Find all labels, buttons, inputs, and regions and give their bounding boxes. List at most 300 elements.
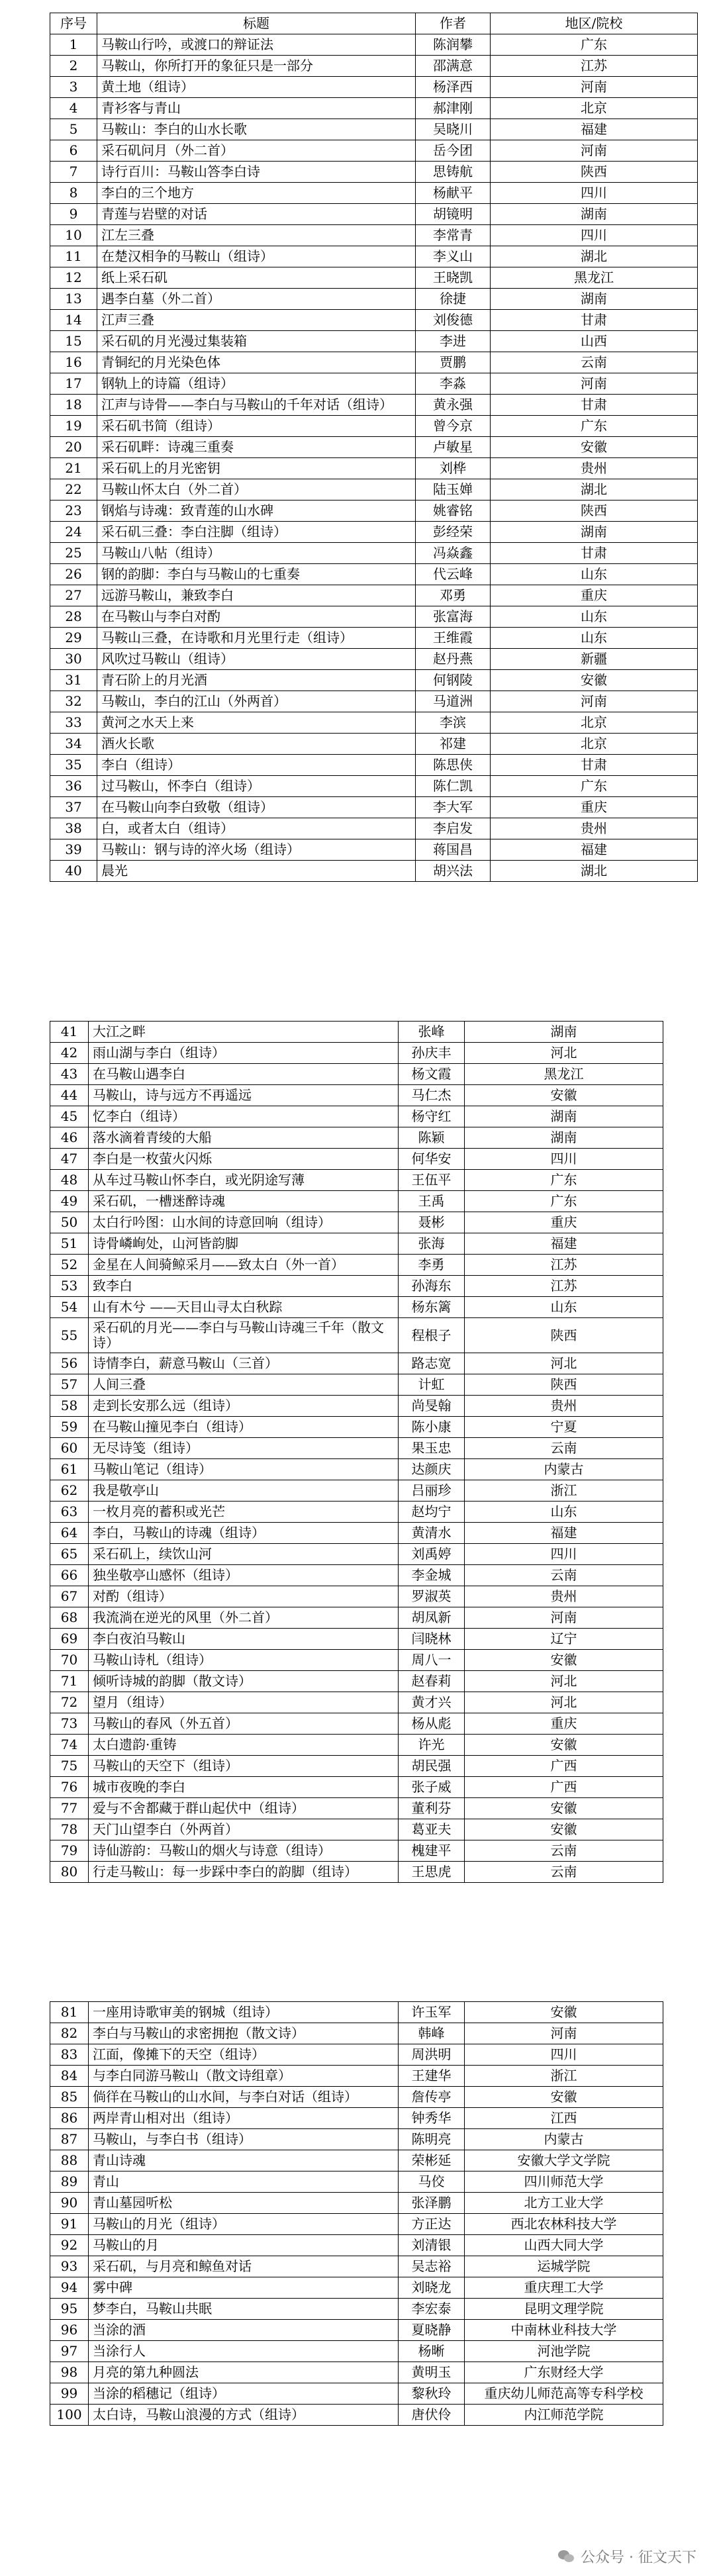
entry-author: 张海: [399, 1233, 465, 1255]
table-row: [50, 1692, 663, 1713]
entry-region: 西北农林科技大学: [465, 2214, 663, 2235]
entry-title: 马鞍山，与李白书（组诗）: [89, 2129, 399, 2150]
entry-region: 陕西: [491, 501, 698, 522]
entry-title: 黄河之水天上来: [97, 712, 416, 734]
entry-title: 马鞍山行吟，或渡口的辩证法: [97, 34, 416, 56]
row-number: 28: [50, 606, 97, 628]
entry-author: 胡凤新: [399, 1607, 465, 1629]
entry-author: 董利芬: [399, 1798, 465, 1819]
entry-region: 河南: [491, 77, 698, 98]
entry-author: 刘禹婷: [399, 1544, 465, 1565]
entry-author: 胡兴法: [416, 861, 491, 882]
entry-title: 走到长安那么远（组诗）: [89, 1396, 399, 1417]
entry-region: 内江师范学院: [465, 2405, 663, 2426]
entry-title: 采石矶，一槽迷醉诗魂: [89, 1191, 399, 1212]
entry-title: 马鞍山怀太白（外二首）: [97, 479, 416, 501]
row-number: 3: [50, 77, 97, 98]
entry-region: 江苏: [465, 1255, 663, 1276]
entry-author: 刘晓龙: [399, 2277, 465, 2299]
entry-author: 胡民强: [399, 1756, 465, 1777]
table-row: [50, 331, 698, 352]
entry-region: 北方工业大学: [465, 2193, 663, 2214]
table-row: [50, 1798, 663, 1819]
row-number: 20: [50, 437, 97, 458]
entry-title: 采石矶的月光漫过集装箱: [97, 331, 416, 352]
entry-title: 天门山望李白（外两首）: [89, 1819, 399, 1840]
table-row: [50, 1671, 663, 1692]
table-row: [50, 2235, 663, 2256]
entry-author: 杨东篱: [399, 1297, 465, 1318]
entry-title: 远游马鞍山，兼致李白: [97, 585, 416, 606]
entry-region: 安徽: [465, 1650, 663, 1671]
entry-author: 路志宽: [399, 1353, 465, 1374]
entry-region: 山东: [491, 606, 698, 628]
table-row: [50, 1276, 663, 1297]
table-row: [50, 1022, 663, 1043]
entry-author: 贾鹏: [416, 352, 491, 373]
results-table-1: [50, 13, 698, 882]
table-row: [50, 2044, 663, 2066]
entry-author: 孙庆丰: [399, 1043, 465, 1064]
entry-region: 河北: [465, 1692, 663, 1713]
table-row: [50, 755, 698, 776]
table-row: [50, 2362, 663, 2383]
row-number: 74: [50, 1735, 89, 1756]
entry-title: 诗仙游韵：马鞍山的烟火与诗意（组诗）: [89, 1840, 399, 1862]
entry-title: 诗行百川：马鞍山答李白诗: [97, 162, 416, 183]
table-row: [50, 1840, 663, 1862]
table-row: [50, 1819, 663, 1840]
entry-title: 江声三叠: [97, 310, 416, 331]
row-number: 75: [50, 1756, 89, 1777]
table-row: [50, 1629, 663, 1650]
entry-title: 江声与诗骨——李白与马鞍山的千年对话（组诗）: [97, 395, 416, 416]
wechat-icon: [558, 2550, 575, 2563]
entry-title: 青铜纪的月光染色体: [97, 352, 416, 373]
entry-title: 白，或者太白（组诗）: [97, 818, 416, 839]
row-number: 86: [50, 2108, 89, 2129]
row-number: 97: [50, 2341, 89, 2362]
row-number: 14: [50, 310, 97, 331]
row-number: 49: [50, 1191, 89, 1212]
entry-title: 诗情李白，薪意马鞍山（三首）: [89, 1353, 399, 1374]
entry-title: 李白的三个地方: [97, 183, 416, 204]
entry-title: 对酌（组诗）: [89, 1586, 399, 1607]
table-row: [50, 2214, 663, 2235]
table-row: [50, 1255, 663, 1276]
entry-region: 山东: [491, 564, 698, 585]
table-row: [50, 225, 698, 246]
row-number: 51: [50, 1233, 89, 1255]
entry-region: 重庆: [491, 585, 698, 606]
entry-title: 梦李白，马鞍山共眠: [89, 2299, 399, 2320]
row-number: 44: [50, 1085, 89, 1106]
row-number: 79: [50, 1840, 89, 1862]
table-row: [50, 1233, 663, 1255]
row-number: 59: [50, 1417, 89, 1438]
entry-region: 福建: [465, 1523, 663, 1544]
entry-title: 诗骨嶙峋处，山河皆韵脚: [89, 1233, 399, 1255]
entry-region: 安徽: [465, 1735, 663, 1756]
row-number: 91: [50, 2214, 89, 2235]
entry-region: 山东: [465, 1502, 663, 1523]
row-number: 4: [50, 98, 97, 119]
entry-region: 四川: [465, 1544, 663, 1565]
entry-region: 内蒙古: [465, 1459, 663, 1480]
entry-title: 采石矶的月光——李白与马鞍山诗魂三千年（散文诗）: [89, 1318, 399, 1353]
table-row: [50, 670, 698, 691]
row-number: 21: [50, 458, 97, 479]
header-row: [50, 13, 698, 34]
entry-region: 广东: [491, 776, 698, 797]
entry-author: 吴晓川: [416, 119, 491, 140]
entry-title: 马鞍山：李白的山水长歌: [97, 119, 416, 140]
table-row: [50, 1085, 663, 1106]
entry-title: 酒火长歌: [97, 734, 416, 755]
entry-title: 行走马鞍山：每一步踩中李白的韵脚（组诗）: [89, 1862, 399, 1883]
entry-region: 中南林业科技大学: [465, 2320, 663, 2341]
row-number: 42: [50, 1043, 89, 1064]
row-number: 50: [50, 1212, 89, 1233]
entry-region: 湖南: [465, 1022, 663, 1043]
table-row: [50, 1297, 663, 1318]
entry-title: 晨光: [97, 861, 416, 882]
row-number: 63: [50, 1502, 89, 1523]
row-number: 88: [50, 2150, 89, 2171]
entry-author: 杨晰: [399, 2341, 465, 2362]
entry-title: 遇李白墓（外二首）: [97, 289, 416, 310]
table-row: [50, 2002, 663, 2023]
entry-author: 葛亚夫: [399, 1819, 465, 1840]
entry-author: 卢敏星: [416, 437, 491, 458]
results-table-2: [50, 1021, 663, 1883]
row-number: 39: [50, 839, 97, 861]
entry-region: 云南: [465, 1862, 663, 1883]
table-row: [50, 776, 698, 797]
table-row: [50, 204, 698, 225]
table-row: [50, 1191, 663, 1212]
row-number: 32: [50, 691, 97, 712]
entry-title: 我流淌在逆光的风里（外二首）: [89, 1607, 399, 1629]
row-number: 58: [50, 1396, 89, 1417]
wechat-watermark: [558, 2546, 696, 2567]
row-number: 89: [50, 2171, 89, 2193]
entry-title: 太白遗韵·重铸: [89, 1735, 399, 1756]
entry-author: 赵丹燕: [416, 649, 491, 670]
entry-author: 许玉军: [399, 2002, 465, 2023]
entry-title: 过马鞍山，怀李白（组诗）: [97, 776, 416, 797]
table-row: [50, 1777, 663, 1798]
entry-region: 广东财经大学: [465, 2362, 663, 2383]
entry-title: 马鞍山，你所打开的象征只是一部分: [97, 56, 416, 77]
entry-region: 山西大同大学: [465, 2235, 663, 2256]
row-number: 55: [50, 1318, 89, 1353]
row-number: 30: [50, 649, 97, 670]
row-number: 48: [50, 1170, 89, 1191]
entry-author: 周八一: [399, 1650, 465, 1671]
entry-region: 新疆: [491, 649, 698, 670]
row-number: 76: [50, 1777, 89, 1798]
entry-author: 代云峰: [416, 564, 491, 585]
entry-author: 钟秀华: [399, 2108, 465, 2129]
entry-author: 黄才兴: [399, 1692, 465, 1713]
entry-author: 杨守红: [399, 1106, 465, 1127]
entry-author: 果玉忠: [399, 1438, 465, 1459]
row-number: 81: [50, 2002, 89, 2023]
entry-author: 陈仁凯: [416, 776, 491, 797]
table-row: [50, 2383, 663, 2405]
table-row: [50, 267, 698, 289]
entry-region: 广东: [465, 1170, 663, 1191]
table-row: [50, 34, 698, 56]
row-number: 90: [50, 2193, 89, 2214]
table-row: [50, 1756, 663, 1777]
row-number: 45: [50, 1106, 89, 1127]
entry-title: 我是敬亭山: [89, 1480, 399, 1502]
table-row: [50, 2087, 663, 2108]
entry-author: 邓勇: [416, 585, 491, 606]
entry-region: 湖北: [491, 861, 698, 882]
entry-title: 李白与马鞍山的求密拥抱（散文诗）: [89, 2023, 399, 2044]
row-number: 96: [50, 2320, 89, 2341]
table-row: [50, 543, 698, 564]
entry-author: 李进: [416, 331, 491, 352]
entry-author: 罗淑英: [399, 1586, 465, 1607]
entry-author: 思铸航: [416, 162, 491, 183]
column-header: 序号: [50, 13, 97, 34]
entry-title: 风吹过马鞍山（组诗）: [97, 649, 416, 670]
table-row: [50, 1149, 663, 1170]
entry-title: 青山: [89, 2171, 399, 2193]
row-number: 73: [50, 1713, 89, 1735]
table-row: [50, 1735, 663, 1756]
entry-author: 李常青: [416, 225, 491, 246]
table-row: [50, 2108, 663, 2129]
entry-title: 马鞍山的月光（组诗）: [89, 2214, 399, 2235]
row-number: 99: [50, 2383, 89, 2405]
entry-title: 倘徉在马鞍山的山水间，与李白对话（组诗）: [89, 2087, 399, 2108]
entry-author: 黄明玉: [399, 2362, 465, 2383]
entry-region: 福建: [491, 839, 698, 861]
row-number: 60: [50, 1438, 89, 1459]
table-row: [50, 691, 698, 712]
entry-author: 吕丽珍: [399, 1480, 465, 1502]
entry-region: 安徽: [465, 1798, 663, 1819]
row-number: 70: [50, 1650, 89, 1671]
row-number: 18: [50, 395, 97, 416]
entry-author: 何钢陵: [416, 670, 491, 691]
entry-author: 王晓凯: [416, 267, 491, 289]
entry-region: 安徽: [491, 437, 698, 458]
row-number: 13: [50, 289, 97, 310]
table-row: [50, 797, 698, 818]
row-number: 93: [50, 2256, 89, 2277]
table-row: [50, 861, 698, 882]
entry-title: 城市夜晚的李白: [89, 1777, 399, 1798]
table-row: [50, 2171, 663, 2193]
entry-region: 北京: [491, 734, 698, 755]
table-row: [50, 585, 698, 606]
entry-title: 江左三叠: [97, 225, 416, 246]
row-number: 38: [50, 818, 97, 839]
row-number: 5: [50, 119, 97, 140]
entry-region: 山西: [491, 331, 698, 352]
table-row: [50, 1544, 663, 1565]
entry-title: 一座用诗歌审美的钢城（组诗）: [89, 2002, 399, 2023]
entry-author: 徐捷: [416, 289, 491, 310]
table-row: [50, 1170, 663, 1191]
entry-author: 张富海: [416, 606, 491, 628]
entry-author: 祁建: [416, 734, 491, 755]
entry-region: 河池学院: [465, 2341, 663, 2362]
table-row: [50, 373, 698, 395]
entry-author: 吴志裕: [399, 2256, 465, 2277]
table-row: [50, 1586, 663, 1607]
entry-region: 河北: [465, 1043, 663, 1064]
table-row: [50, 119, 698, 140]
table-row: [50, 56, 698, 77]
entry-region: 四川: [465, 2044, 663, 2066]
row-number: 54: [50, 1297, 89, 1318]
row-number: 17: [50, 373, 97, 395]
entry-title: 李白是一枚萤火闪烁: [89, 1149, 399, 1170]
table-row: [50, 352, 698, 373]
entry-region: 贵州: [465, 1586, 663, 1607]
row-number: 26: [50, 564, 97, 585]
entry-region: 重庆: [465, 1713, 663, 1735]
table-row: [50, 1374, 663, 1396]
table-row: [50, 183, 698, 204]
entry-title: 致李白: [89, 1276, 399, 1297]
table-row: [50, 1502, 663, 1523]
entry-title: 马鞍山八帖（组诗）: [97, 543, 416, 564]
entry-author: 刘俊德: [416, 310, 491, 331]
entry-author: 张泽鹏: [399, 2193, 465, 2214]
entry-title: 从车过马鞍山怀李白，或光阴途写薄: [89, 1170, 399, 1191]
entry-author: 许光: [399, 1735, 465, 1756]
entry-author: 尚旻翰: [399, 1396, 465, 1417]
entry-title: 月亮的第九种圆法: [89, 2362, 399, 2383]
entry-author: 唐伏伶: [399, 2405, 465, 2426]
entry-region: 安徽: [465, 1819, 663, 1840]
row-number: 100: [50, 2405, 89, 2426]
row-number: 85: [50, 2087, 89, 2108]
entry-region: 安徽: [465, 2087, 663, 2108]
row-number: 98: [50, 2362, 89, 2383]
entry-title: 钢焰与诗魂：致青莲的山水碑: [97, 501, 416, 522]
row-number: 83: [50, 2044, 89, 2066]
entry-region: 四川: [491, 183, 698, 204]
table-row: [50, 289, 698, 310]
entry-author: 方正达: [399, 2214, 465, 2235]
table-row: [50, 2299, 663, 2320]
row-number: 2: [50, 56, 97, 77]
entry-region: 甘肃: [491, 395, 698, 416]
table-row: [50, 1064, 663, 1085]
row-number: 1: [50, 34, 97, 56]
entry-region: 广东: [465, 1191, 663, 1212]
row-number: 23: [50, 501, 97, 522]
entry-region: 陕西: [465, 1318, 663, 1353]
entry-author: 刘清银: [399, 2235, 465, 2256]
entry-title: 采石矶上的月光密钥: [97, 458, 416, 479]
entry-title: 马鞍山的天空下（组诗）: [89, 1756, 399, 1777]
entry-title: 与李白同游马鞍山（散文诗组章）: [89, 2066, 399, 2087]
entry-author: 计虹: [399, 1374, 465, 1396]
entry-region: 河南: [491, 691, 698, 712]
column-header: 标题: [97, 13, 416, 34]
entry-author: 马道洲: [416, 691, 491, 712]
row-number: 33: [50, 712, 97, 734]
entry-title: 采石矶三叠：李白注脚（组诗）: [97, 522, 416, 543]
entry-title: 当涂的稻穗记（组诗）: [89, 2383, 399, 2405]
row-number: 11: [50, 246, 97, 267]
table-row: [50, 416, 698, 437]
table-row: [50, 606, 698, 628]
entry-title: 马鞍山笔记（组诗）: [89, 1459, 399, 1480]
row-number: 82: [50, 2023, 89, 2044]
table-row: [50, 1480, 663, 1502]
entry-region: 贵州: [491, 818, 698, 839]
row-number: 71: [50, 1671, 89, 1692]
table-row: [50, 712, 698, 734]
row-number: 6: [50, 140, 97, 162]
entry-region: 四川: [465, 1149, 663, 1170]
entry-author: 陈思侠: [416, 755, 491, 776]
entry-author: 彭经荣: [416, 522, 491, 543]
entry-region: 重庆: [491, 797, 698, 818]
entry-title: 马鞍山诗札（组诗）: [89, 1650, 399, 1671]
row-number: 62: [50, 1480, 89, 1502]
entry-author: 王思虎: [399, 1862, 465, 1883]
entry-title: 独坐敬亭山感怀（组诗）: [89, 1565, 399, 1586]
row-number: 57: [50, 1374, 89, 1396]
row-number: 77: [50, 1798, 89, 1819]
entry-title: 采石矶问月（外二首）: [97, 140, 416, 162]
entry-author: 孙海东: [399, 1276, 465, 1297]
entry-author: 李启发: [416, 818, 491, 839]
entry-region: 黑龙江: [491, 267, 698, 289]
entry-author: 夏晓静: [399, 2320, 465, 2341]
table-row: [50, 98, 698, 119]
row-number: 29: [50, 628, 97, 649]
table-row: [50, 839, 698, 861]
row-number: 9: [50, 204, 97, 225]
entry-title: 山有木兮 ——天目山寻太白秋踪: [89, 1297, 399, 1318]
row-number: 24: [50, 522, 97, 543]
entry-region: 宁夏: [465, 1417, 663, 1438]
table-row: [50, 2405, 663, 2426]
entry-region: 湖南: [465, 1106, 663, 1127]
entry-region: 四川师范大学: [465, 2171, 663, 2193]
entry-author: 王伍平: [399, 1170, 465, 1191]
entry-region: 河北: [465, 1671, 663, 1692]
entry-author: 马佼: [399, 2171, 465, 2193]
row-number: 41: [50, 1022, 89, 1043]
entry-title: 马鞍山的月: [89, 2235, 399, 2256]
entry-author: 李淼: [416, 373, 491, 395]
entry-title: 雨山湖与李白（组诗）: [89, 1043, 399, 1064]
row-number: 37: [50, 797, 97, 818]
row-number: 15: [50, 331, 97, 352]
entry-title: 黄土地（组诗）: [97, 77, 416, 98]
table-row: [50, 1212, 663, 1233]
entry-author: 陈明亮: [399, 2129, 465, 2150]
entry-region: 云南: [491, 352, 698, 373]
row-number: 16: [50, 352, 97, 373]
entry-title: 钢的韵脚：李白与马鞍山的七重奏: [97, 564, 416, 585]
table-row: [50, 77, 698, 98]
